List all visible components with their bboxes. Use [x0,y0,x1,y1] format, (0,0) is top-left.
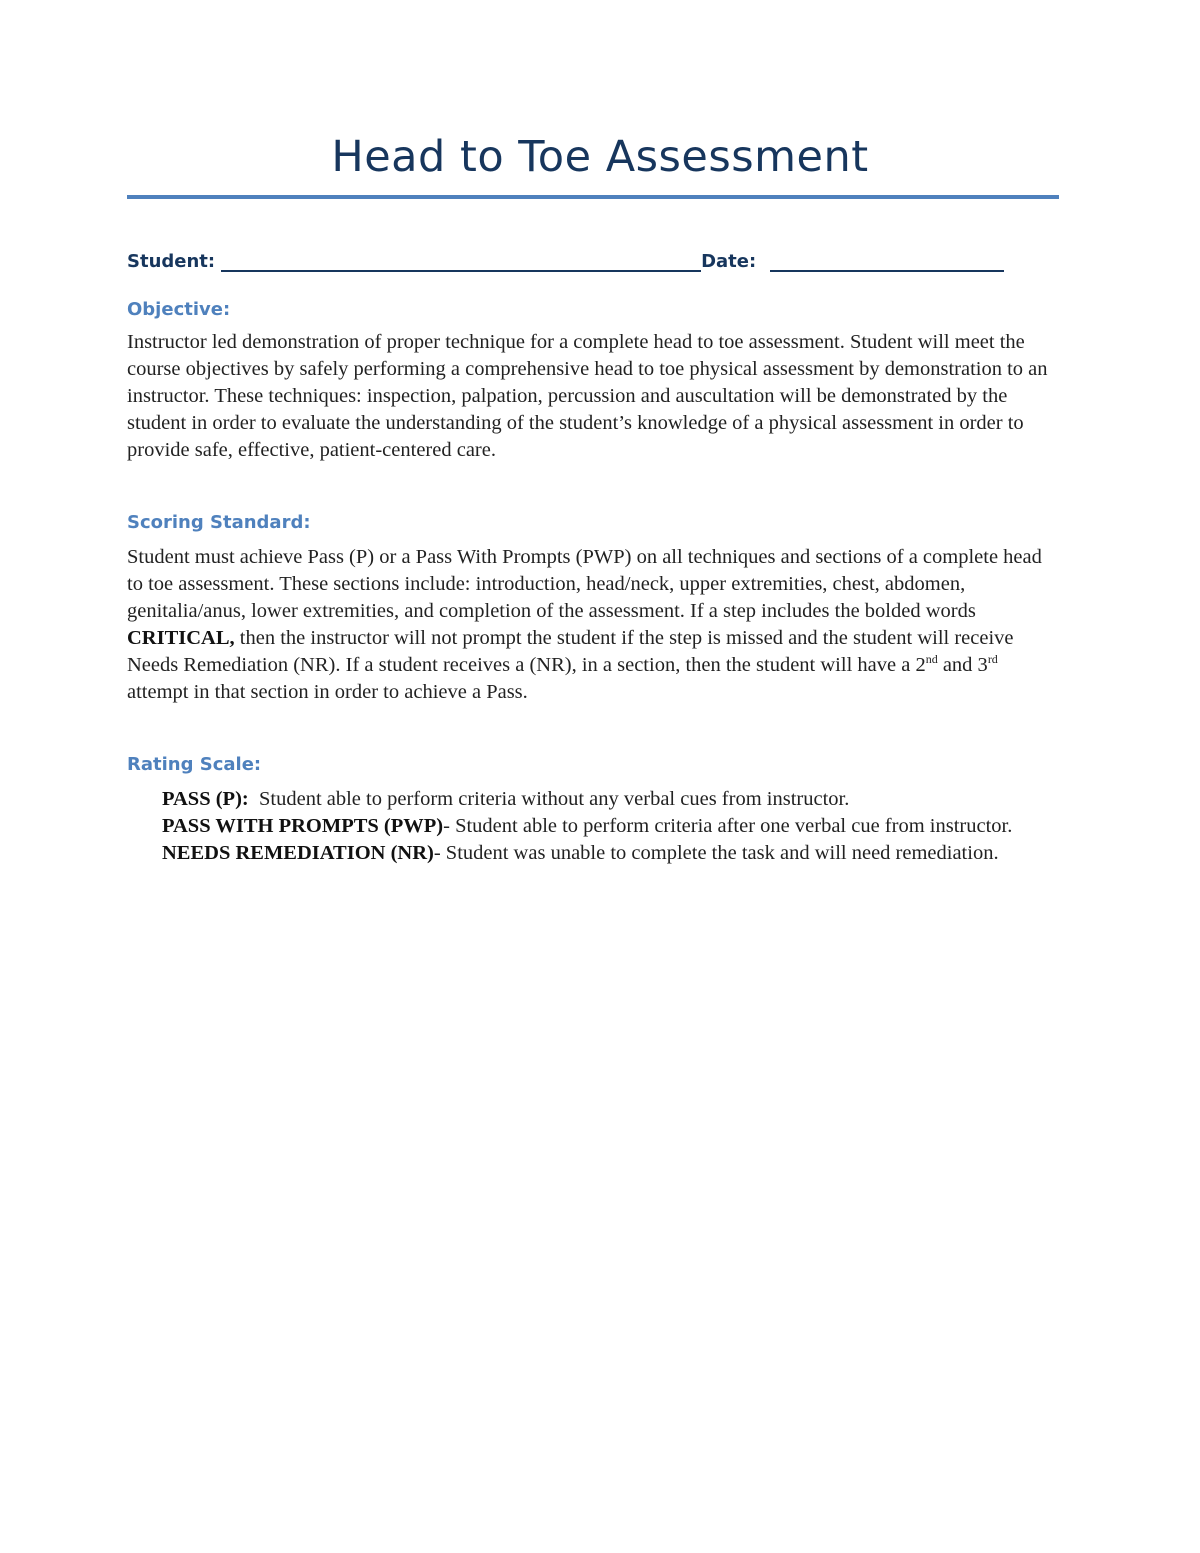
objective-heading: Objective: [127,299,231,320]
rating-item-pass-with-prompts [162,813,1062,840]
rating-scale-heading: Rating Scale: [127,754,262,775]
student-blank [221,250,701,272]
student-label: Student: [127,251,216,272]
critical-word: CRITICAL, [127,627,235,649]
scoring-text-part-2: then the instructor will not prompt the student if the step is missed and the student will receive Needs Remediation (NR). If a student receives a (NR), in a section, then the student will have a 2 [127,627,1014,676]
superscript-rd: rd [987,652,998,667]
rating-scale-list [162,786,1062,867]
rating-description: - Student able to perform criteria after one verbal cue from instructor. [443,815,1013,837]
date-label: Date: [701,251,757,272]
rating-term: NEEDS REMEDIATION (NR) [162,842,434,864]
scoring-heading: Scoring Standard: [127,512,311,533]
document-title: Head to Toe Assessment [331,132,869,182]
rating-item-pass [162,786,1062,813]
scoring-text [127,544,1057,706]
objective-text: Instructor led demonstration of proper technique for a complete head to toe assessment. Student will meet the course objectives by safely performing a comprehensive head to toe physical assessment by demonstration to an instructor. These techniques: inspection, palpation, percussion and auscultation will be demonstrated by the student in order to evaluate the understanding of the student’s knowledge of a physical assessment in order to provide safe, effective, patient-centered care. [127,331,1048,461]
rating-description: - Student was unable to complete the task and will need remediation. [433,842,999,864]
scoring-text-part-1: Student must achieve Pass (P) or a Pass With Prompts (PWP) on all techniques and sections of a complete head to toe assessment. These sections include: introduction, head/neck, upper extremities, chest, abdomen, genitalia/anus, lower extremities, and completion of the assessment. If a step includes the bolded words [127,546,1042,622]
rating-item-needs-remediation [162,840,1062,867]
scoring-text-part-3: and 3 [937,654,988,676]
title-underline [127,195,1059,199]
student-date-line [127,250,1027,278]
rating-term: PASS WITH PROMPTS (PWP) [162,815,444,837]
rating-description: Student able to perform criteria without any verbal cues from instructor. [248,788,850,810]
date-blank [770,250,1004,272]
rating-term: PASS (P): [162,788,249,810]
scoring-text-part-4: attempt in that section in order to achieve a Pass. [127,681,528,703]
superscript-nd: nd [925,652,938,667]
